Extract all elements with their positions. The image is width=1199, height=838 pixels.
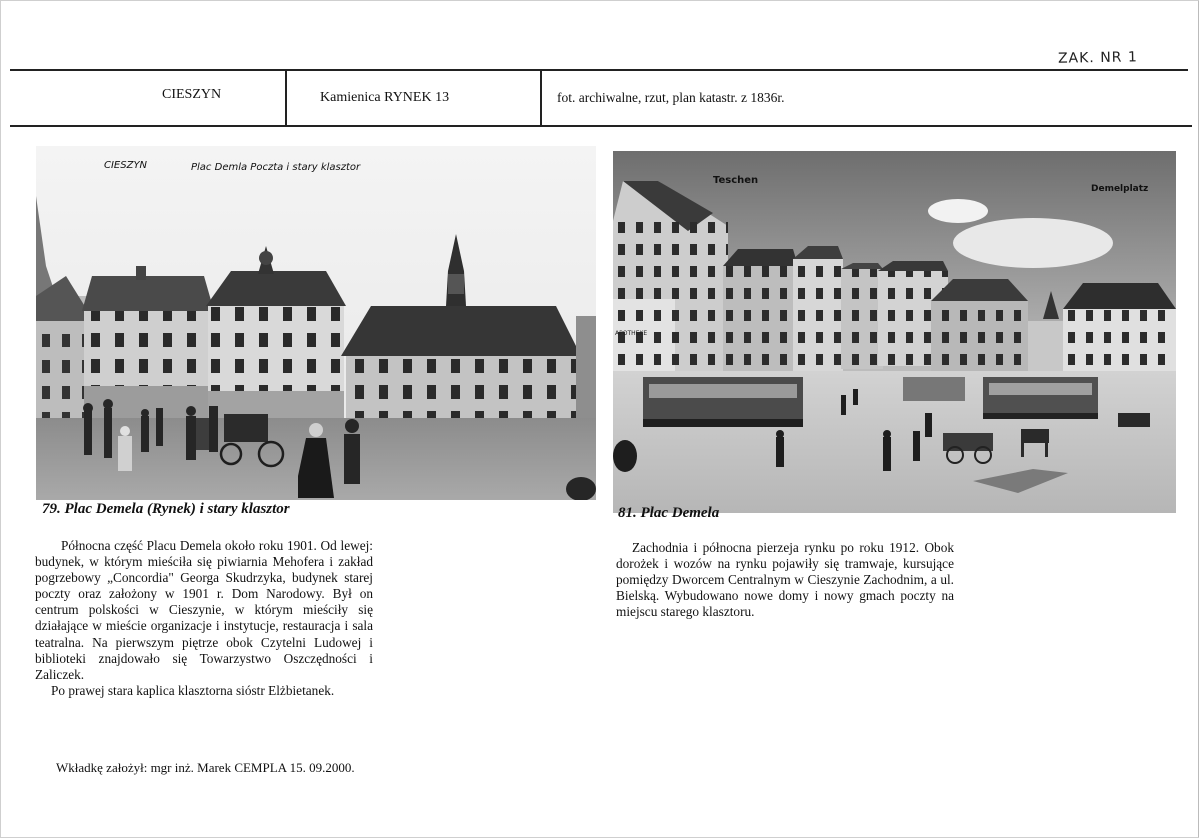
header-bottom-rule [10,125,1192,127]
header-building: Kamienica RYNEK 13 [320,90,450,105]
header-divider-1 [285,69,287,127]
photo-right-description-text: Zachodnia i północna pierzeja rynku po roku 1912. Obok dorożek i wozów na rynku pojawiły się tramwaje, kursujące pomiędzy Dworcem Centralnym w Cieszynie Zachodnim, a ul. Bielską. Wybudowano nowe domy i nowy gmach poczty na miejscu starego klasztoru. [616,540,954,620]
photo-left-inscription-title: Plac Demla Poczta i stary klasztor [191,162,361,173]
header-top-rule [10,69,1188,71]
header-divider-2 [540,69,542,127]
apotheke-sign: APOTHEKE [615,330,648,337]
photo-left-caption: 79. Plac Demela (Rynek) i stary klasztor [42,501,290,517]
photo-right-description [616,540,954,620]
header-town: CIESZYN [162,87,222,102]
photo-left-description [35,538,373,699]
photo-plac-demela-1901 [36,146,596,500]
photo-left-description-main: Północna część Placu Demela około roku 1901. Od lewej: budynek, w którym mieściła się piwiarnia Mehofera i zakład pogrzebowy „Concordia" Georga Skudrzyka, budynek starej poczty oraz założony w 1901 r. Dom Narodowy. Był on centrum polskości w Cieszynie, w którym mieściły się działające w mieście organizacje i instytucje, restauracja i sala teatralna. Na pierwszym piętrze obok Czytelni Ludowej i biblioteki znajdowało się Towarzystwo Oszczędności i Zaliczek. [35,538,373,682]
footer-credit: Wkładkę założył: mgr inż. Marek CEMPLA 15. 09.2000. [56,760,355,775]
photo-left-description-end: Po prawej stara kaplica klasztorna sióstr Elżbietanek. [51,682,335,698]
header-contents: fot. archiwalne, rzut, plan katastr. z 1836r. [557,90,785,105]
photo-plac-demela-1912 [613,151,1176,513]
photo-right-inscription-right: Demelplatz [1091,184,1149,194]
photo-right-inscription-left: Teschen [713,175,759,186]
annex-number: ZAK. NR 1 [1057,49,1138,67]
photo-right-caption: 81. Plac Demela [618,505,720,521]
photo-left-inscription-town: CIESZYN [104,160,148,171]
